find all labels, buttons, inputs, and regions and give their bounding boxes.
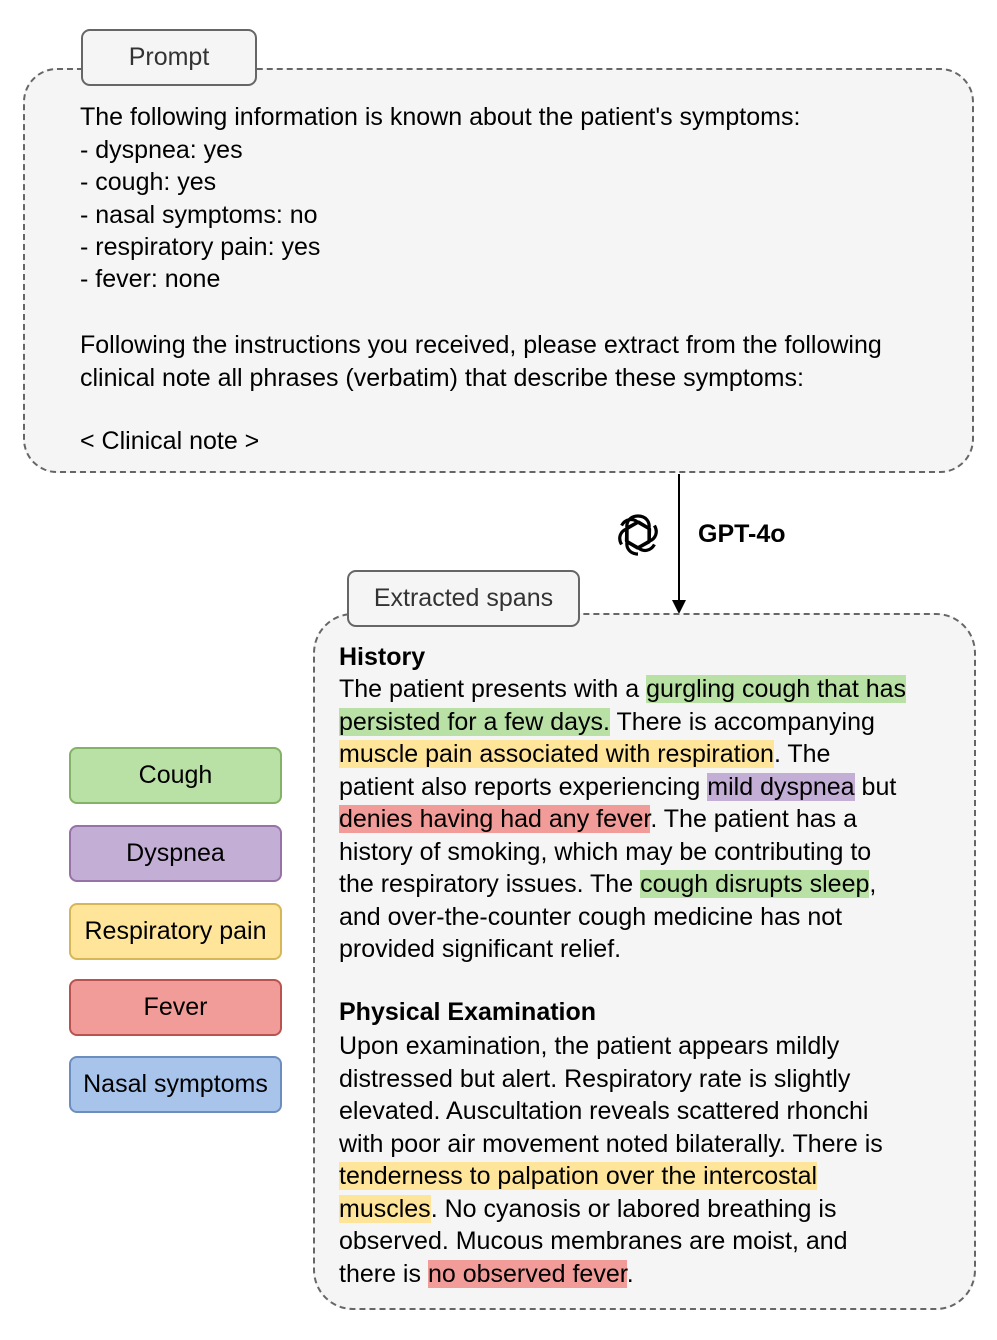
prompt-line: The following information is known about the patient's symptoms: bbox=[80, 103, 801, 131]
prompt-line: < Clinical note > bbox=[80, 427, 260, 455]
legend-respiratory-pain: Respiratory pain bbox=[69, 903, 282, 960]
legend-nasal-symptoms: Nasal symptoms bbox=[69, 1056, 282, 1113]
span-dyspnea: mild dyspnea bbox=[707, 772, 855, 801]
history-line: the respiratory issues. The cough disrupts sleep, bbox=[339, 870, 877, 898]
arrow-head bbox=[672, 600, 686, 614]
history-line: patient also reports experiencing mild dyspnea but bbox=[339, 772, 897, 801]
history-text bbox=[339, 673, 906, 966]
span-respiratory-pain: tenderness to palpation over the intercostal bbox=[339, 1162, 818, 1190]
exam-line: distressed but alert. Respiratory rate is slightly bbox=[339, 1064, 851, 1093]
exam-line: muscles. No cyanosis or labored breathing is bbox=[339, 1194, 837, 1223]
exam-heading: Physical Examination bbox=[339, 998, 597, 1026]
span-cough: gurgling cough that has bbox=[646, 675, 907, 703]
exam-line: with poor air movement noted bilaterally. There is bbox=[339, 1129, 883, 1158]
exam-line bbox=[339, 1160, 883, 1193]
history-line: provided significant relief. bbox=[339, 935, 622, 963]
legend-fever: Fever bbox=[69, 979, 282, 1036]
exam-line: elevated. Auscultation reveals scattered rhonchi bbox=[339, 1097, 869, 1125]
span-respiratory-pain: muscle pain associated with respiration bbox=[339, 740, 774, 768]
prompt-line: - fever: none bbox=[80, 265, 221, 293]
prompt-line: clinical note all phrases (verbatim) that describe these symptoms: bbox=[80, 364, 804, 392]
exam-line: Upon examination, the patient appears mildly bbox=[339, 1032, 840, 1060]
prompt-line: - nasal symptoms: no bbox=[80, 201, 318, 229]
extracted-spans-tab: Extracted spans bbox=[347, 570, 580, 627]
history-line: persisted for a few days. There is accompanying bbox=[339, 707, 875, 736]
exam-text bbox=[339, 1030, 883, 1290]
legend-dyspnea: Dyspnea bbox=[69, 825, 282, 882]
history-line: and over-the-counter cough medicine has not bbox=[339, 902, 843, 931]
span-fever: denies having had any fever bbox=[339, 805, 651, 833]
prompt-line: Following the instructions you received, please extract from the following bbox=[80, 331, 882, 359]
model-label: GPT-4o bbox=[698, 520, 786, 548]
exam-line: observed. Mucous membranes are moist, and bbox=[339, 1227, 848, 1255]
span-respiratory-pain: muscles bbox=[339, 1194, 431, 1223]
history-line: denies having had any fever. The patient has a bbox=[339, 805, 857, 833]
span-cough: cough disrupts sleep bbox=[640, 870, 870, 898]
history-line: muscle pain associated with respiration. The bbox=[339, 740, 831, 768]
history-heading: History bbox=[339, 643, 426, 671]
prompt-line: - dyspnea: yes bbox=[80, 136, 243, 164]
prompt-line: - respiratory pain: yes bbox=[80, 233, 321, 261]
history-line: The patient presents with a gurgling cough that has bbox=[339, 675, 907, 703]
exam-line: there is no observed fever. bbox=[339, 1259, 634, 1288]
span-fever: no observed fever bbox=[427, 1259, 627, 1288]
span-cough: persisted for a few days. bbox=[339, 707, 610, 736]
prompt-tab: Prompt bbox=[81, 29, 257, 86]
legend-cough: Cough bbox=[69, 747, 282, 804]
history-line: history of smoking, which may be contributing to bbox=[339, 837, 872, 866]
prompt-line: - cough: yes bbox=[80, 168, 217, 196]
openai-logo-icon bbox=[612, 509, 664, 561]
